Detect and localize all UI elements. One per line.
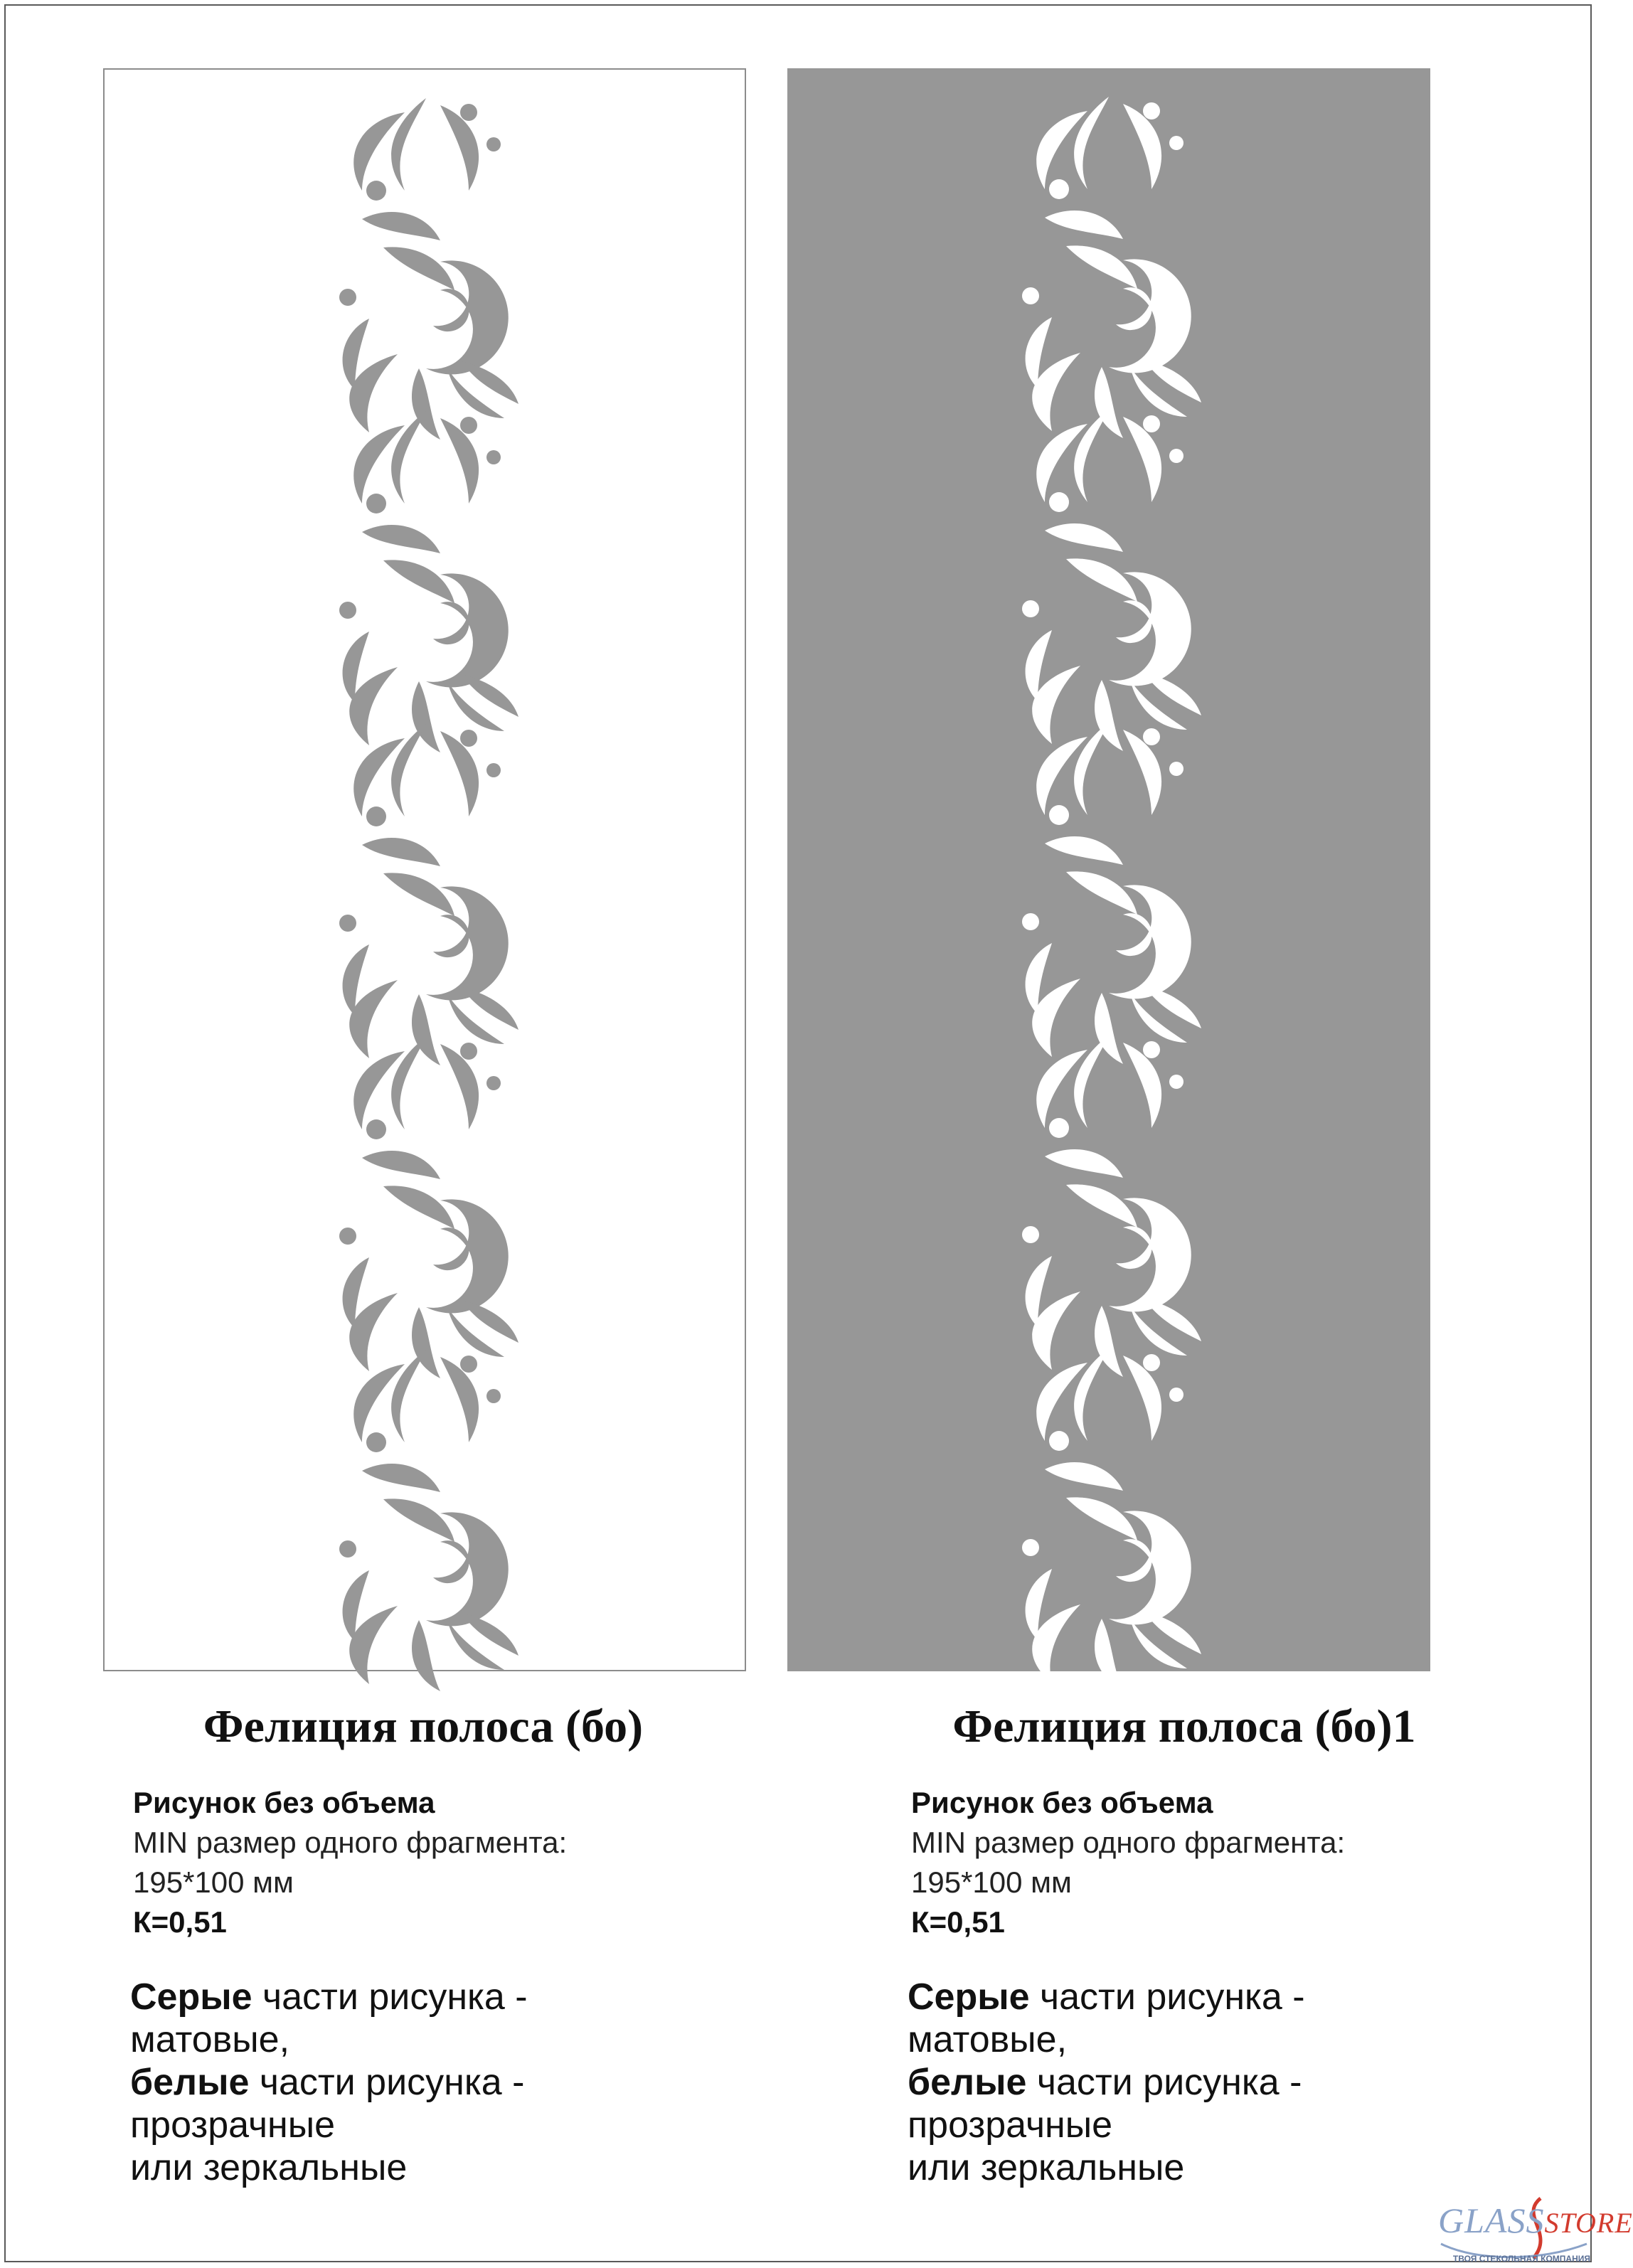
right-legend-gray-rest: части рисунка - [1029,1976,1305,2018]
left-legend-white-rest: части рисунка - [249,2062,525,2103]
right-legend-white-rest: части рисунка - [1026,2062,1302,2103]
right-info-type: Рисунок без объема [911,1786,1213,1819]
left-legend-gray-rest: части рисунка - [252,1976,528,2018]
right-pattern-panel [787,68,1430,1671]
left-legend-white-alt: или зеркальные [130,2147,408,2188]
logo-glass: GLASS [1438,2200,1545,2240]
right-info-k: К=0,51 [911,1905,1005,1939]
left-legend-white-word: белые [130,2062,250,2103]
right-legend-white-alt: или зеркальные [908,2147,1185,2188]
left-legend-gray-word: Серые [130,1976,252,2018]
left-title: Фелиция полоса (бо) [203,1700,644,1752]
right-legend [908,1976,1305,2189]
left-legend-white-meaning: прозрачные [130,2104,336,2146]
right-legend-gray-meaning: матовые, [908,2019,1068,2060]
left-info-min-label: MIN размер одного фрагмента: [133,1826,568,1859]
left-legend [130,1976,528,2189]
right-legend-white-meaning: прозрачные [908,2104,1113,2146]
right-info-min-value: 195*100 мм [911,1865,1072,1899]
left-info [133,1783,567,1942]
left-legend-gray-meaning: матовые, [130,2019,290,2060]
glassstore-logo [1434,2194,1633,2265]
left-info-k: К=0,51 [133,1905,227,1939]
left-info-type: Рисунок без объема [133,1786,435,1819]
right-info [911,1783,1345,1942]
right-info-min-label: MIN размер одного фрагмента: [911,1826,1346,1859]
left-info-min-value: 195*100 мм [133,1865,294,1899]
left-pattern-panel [103,68,746,1671]
right-ornament-strip [787,68,1430,1671]
right-legend-white-word: белые [908,2062,1027,2103]
right-title: Фелиция полоса (бо)1 [952,1700,1416,1752]
logo-tagline: ТВОЯ СТЕКОЛЬНАЯ КОМПАНИЯ [1452,2254,1590,2264]
right-legend-gray-word: Серые [908,1976,1030,2018]
left-ornament-strip [105,70,748,1673]
logo-store: STORE [1544,2207,1633,2239]
